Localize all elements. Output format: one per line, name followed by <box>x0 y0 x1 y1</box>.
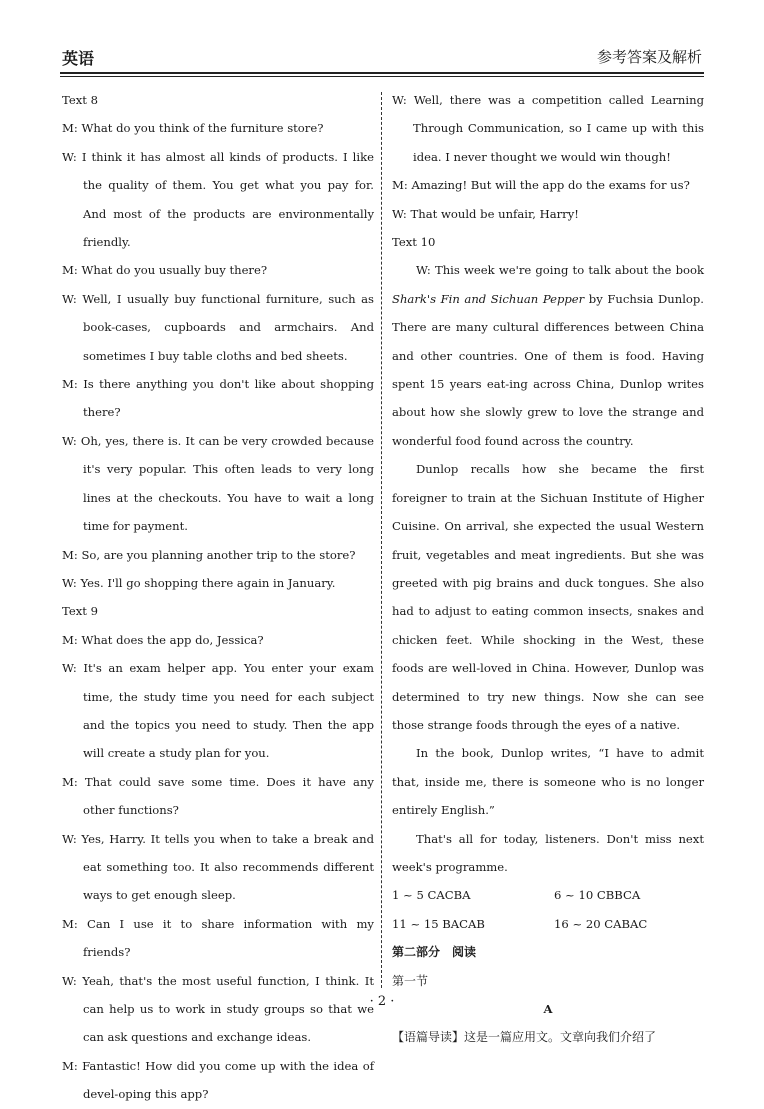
text-label: Text 9 <box>62 604 98 619</box>
dialogue-line: W: Well, I usually buy functional furniture, such as book-cases, cupboards and armchairs. And sometimes I buy table cloths and bed sheets. <box>62 291 374 363</box>
book-title: Shark's Fin and Sichuan Pepper <box>392 291 585 306</box>
text-label: Text 8 <box>62 93 98 107</box>
dialogue-line: M: Fantastic! How did you come up with the idea of devel-oping this app? <box>62 1058 374 1102</box>
answer-row <box>392 881 704 909</box>
page-header <box>60 46 704 72</box>
header-rule-thin <box>60 76 704 77</box>
subject-title: 英语 <box>62 49 95 68</box>
dialogue-line: W: Oh, yes, there is. It can be very crowded because it's very popular. This often leads to very long lines at the checkouts. You have to wait a long time for payment. <box>62 433 374 534</box>
dialogue-line: M: That could save some time. Does it have any other functions? <box>62 774 374 818</box>
dialogue-line: W: I think it has almost all kinds of products. I like the quality of them. You get what you pay for. And most of the products are environmentally friendly. <box>62 149 374 250</box>
answer-row <box>392 910 704 938</box>
dialogue-line: W: Yeah, that's the most useful function, I think. It can help us to work in study groups so that we can ask questions and exchange ideas. <box>62 973 374 1045</box>
dialogue-line: M: What do you usually buy there? <box>62 263 268 278</box>
part-title: 第二部分 阅读 <box>392 945 477 960</box>
page-number: · 2 · <box>369 994 395 1009</box>
dialogue-line: W: That would be unfair, Harry! <box>392 206 579 221</box>
answer-key: 1 ~ 5 CACBA <box>392 888 471 903</box>
passage-guide: 【语篇导读】这是一篇应用文。文章向我们介绍了 <box>392 1030 657 1045</box>
monologue-text: by Fuchsia Dunlop. There are many cultural differences between China and other countries. One of them is food. Having spent 15 years eat-ing across China, Dunlop writes about how she slowly grew to love the strange and wonderful food found across the country. <box>392 291 704 448</box>
section-title: 参考答案及解析 <box>596 48 702 66</box>
dialogue-line: W: Yes, Harry. It tells you when to take a break and eat something too. It also recommends different ways to get enough sleep. <box>62 831 374 903</box>
dialogue-line: W: It's an exam helper app. You enter your exam time, the study time you need for each subject and the topics you need to study. Then the app will create a study plan for you. <box>62 661 374 761</box>
monologue-paragraph: That's all for today, listeners. Don't miss next week's programme. <box>392 831 704 874</box>
dialogue-line: W: Yes. I'll go shopping there again in January. <box>62 575 336 590</box>
monologue-paragraph: In the book, Dunlop writes, “I have to admit that, inside me, there is someone who is no longer entirely English.” <box>392 746 704 818</box>
header-rule-thick <box>60 72 704 74</box>
dialogue-line: M: Can I use it to share information with my friends? <box>62 916 374 960</box>
dialogue-line: M: What do you think of the furniture store? <box>62 121 324 136</box>
answer-key: 6 ~ 10 CBBCA <box>554 888 641 903</box>
answer-key: 11 ~ 15 BACAB <box>392 916 485 931</box>
dialogue-line: M: Is there anything you don't like about shopping there? <box>62 377 374 420</box>
answer-key: 16 ~ 20 CABAC <box>554 916 648 931</box>
dialogue-line: M: What does the app do, Jessica? <box>62 632 264 647</box>
left-column <box>62 86 374 1109</box>
monologue-text: W: This week we're going to talk about the book <box>416 263 704 278</box>
text-label: Text 10 <box>392 235 436 250</box>
dialogue-line: M: So, are you planning another trip to the store? <box>62 547 356 562</box>
right-column <box>392 86 704 1052</box>
monologue-paragraph: Dunlop recalls how she became the first foreigner to train at the Sichuan Institute of Higher Cuisine. On arrival, she expected the usual Western fruit, vegetables and meat ingredients. But she was greeted with pig brains and duck tongues. She also had to adjust to eating common insects, snakes and chicken feet. While shocking in the West, these foods are well-loved in China. However, Dunlop was determined to try new things. Now she can see those strange foods through the eyes of a native. <box>392 462 704 732</box>
passage-letter: A <box>543 1002 553 1016</box>
column-divider <box>381 92 382 988</box>
dialogue-line: W: Well, there was a competition called Learning Through Communication, so I came up with this idea. I never thought we would win though! <box>392 93 704 164</box>
monologue-paragraph <box>392 256 704 455</box>
dialogue-line: M: Amazing! But will the app do the exams for us? <box>392 178 690 193</box>
section-heading: 第一节 <box>392 973 429 988</box>
